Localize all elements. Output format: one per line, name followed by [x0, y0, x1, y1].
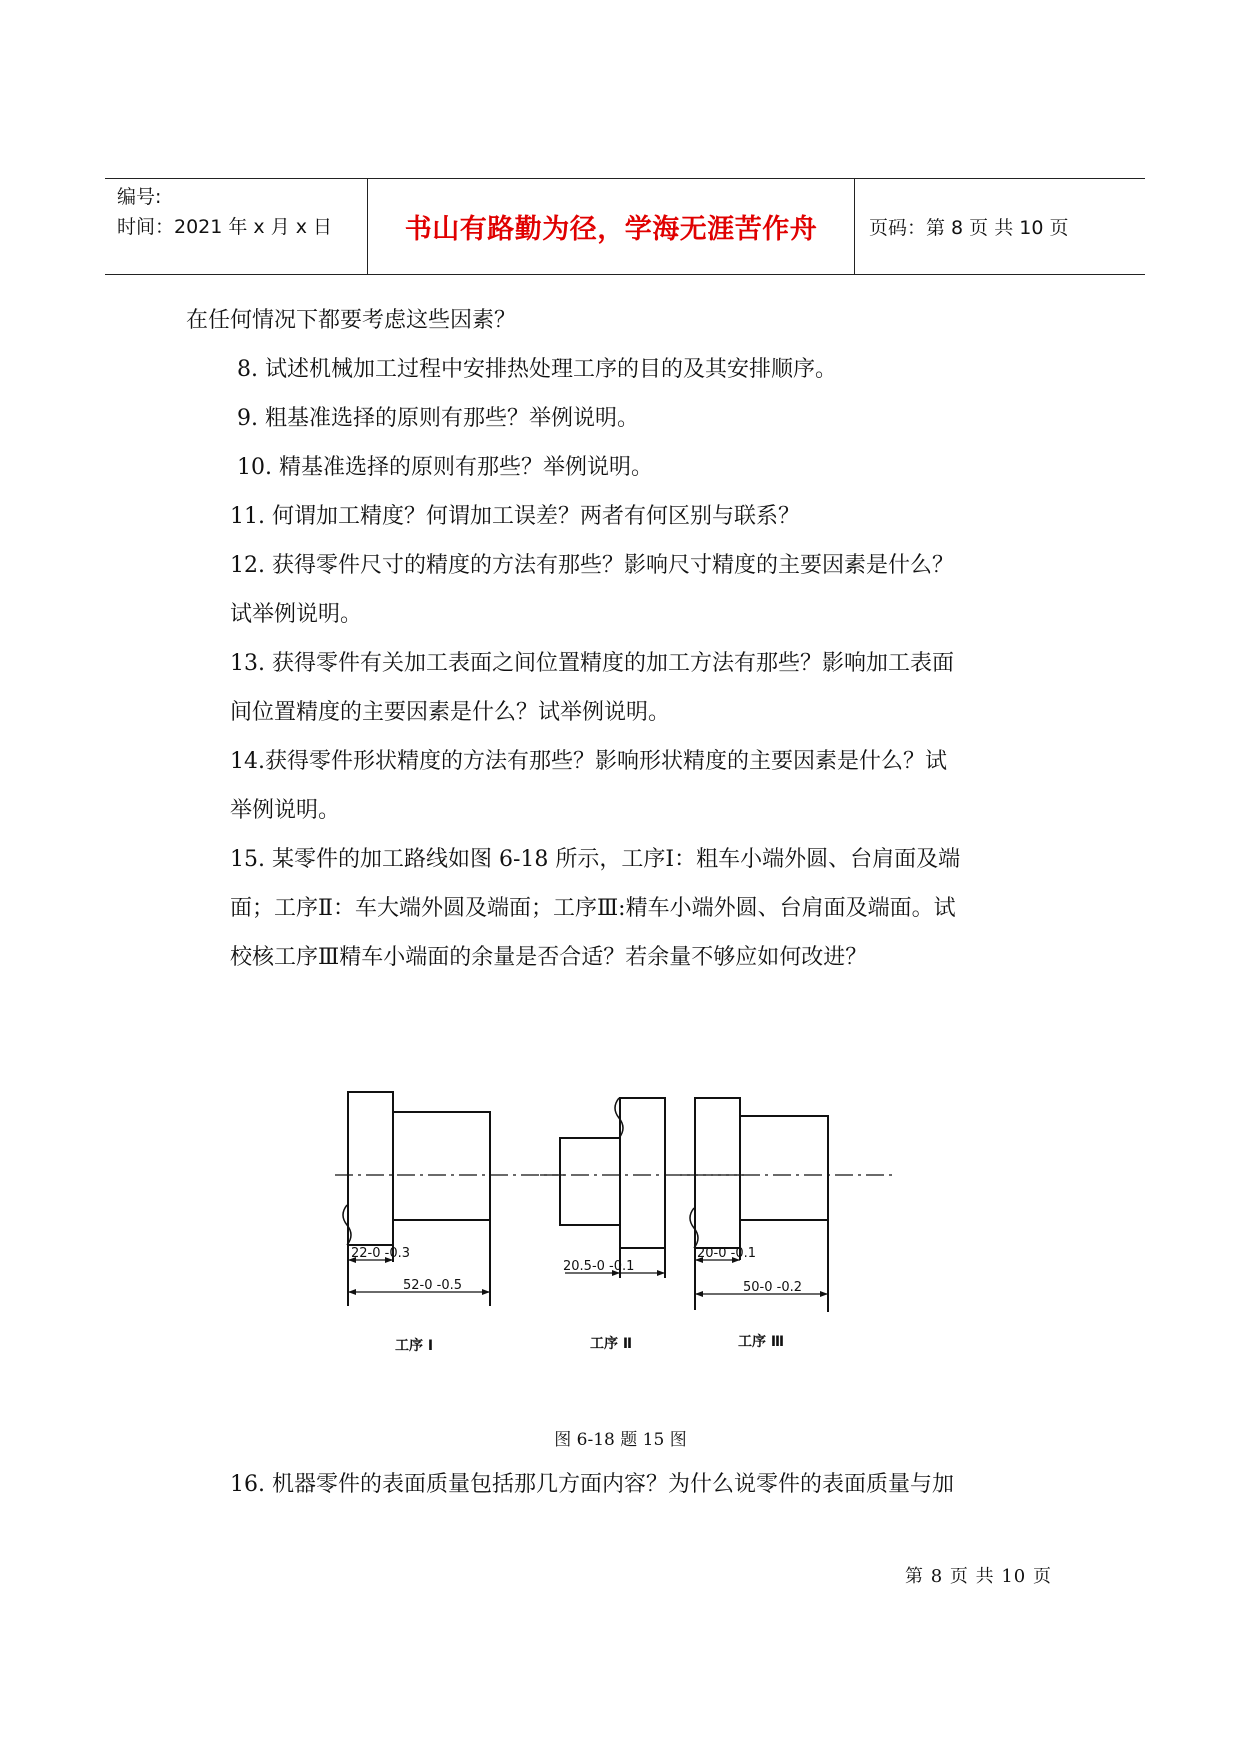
question-8: 8. 试述机械加工过程中安排热处理工序的目的及其安排顺序。 — [237, 357, 837, 382]
question-13-cont: 间位置精度的主要因素是什么？试举例说明。 — [230, 700, 671, 725]
figure-caption: 图 6-18 题 15 图 — [554, 1430, 687, 1450]
question-14-cont: 举例说明。 — [230, 798, 341, 823]
question-15-cont: 面；工序Ⅱ：车大端外圆及端面；工序Ⅲ:精车小端外圆、台肩面及端面。试 — [230, 896, 956, 921]
page-footer: 第 8 页 共 10 页 — [905, 1566, 1052, 1587]
question-12: 12. 获得零件尺寸的精度的方法有那些？影响尺寸精度的主要因素是什么？ — [230, 553, 954, 578]
question-15: 15. 某零件的加工路线如图 6-18 所示，工序Ⅰ：粗车小端外圆、台肩面及端 — [230, 847, 961, 872]
question-12-cont: 试举例说明。 — [230, 602, 363, 627]
dim-20: 20-0 -0.1 — [697, 1246, 757, 1261]
text-line: 在任何情况下都要考虑这些因素？ — [186, 308, 517, 333]
header-right-cell — [855, 179, 1145, 274]
question-14: 14.获得零件形状精度的方法有那些？影响形状精度的主要因素是什么？试 — [230, 749, 947, 774]
document-date: 时间：2021 年 x 月 x 日 — [117, 216, 333, 238]
dim-52: 52-0 -0.5 — [403, 1278, 463, 1293]
process-figure — [325, 1080, 905, 1400]
step-1-drawing — [335, 1092, 565, 1354]
step-1-label: 工序 I — [395, 1338, 434, 1354]
dim-20-5: 20.5-0 -0.1 — [563, 1259, 635, 1274]
question-13: 13. 获得零件有关加工表面之间位置精度的加工方法有那些？影响加工表面 — [230, 651, 954, 676]
step-3-label: 工序 Ⅲ — [738, 1334, 785, 1350]
question-11: 11. 何谓加工精度？何谓加工误差？两者有何区别与联系？ — [230, 504, 800, 529]
question-10: 10. 精基准选择的原则有那些？举例说明。 — [237, 455, 653, 480]
dim-50: 50-0 -0.2 — [743, 1280, 803, 1295]
step-2-drawing — [540, 1098, 745, 1352]
header-left-cell — [105, 179, 368, 274]
header-middle-cell — [368, 179, 855, 274]
document-number-label: 编号: — [117, 186, 162, 208]
step-3-drawing — [680, 1098, 893, 1350]
header-motto: 书山有路勤为径，学海无涯苦作舟 — [404, 214, 818, 245]
step-2-label: 工序 Ⅱ — [590, 1336, 633, 1352]
question-16: 16. 机器零件的表面质量包括那几方面内容？为什么说零件的表面质量与加 — [230, 1472, 954, 1497]
question-9: 9. 粗基准选择的原则有那些？举例说明。 — [237, 406, 639, 431]
header-page-info: 页码：第 8 页 共 10 页 — [869, 217, 1069, 239]
page-header — [105, 178, 1145, 275]
dim-22: 22-0 -0.3 — [351, 1246, 411, 1261]
question-15-cont2: 校核工序Ⅲ精车小端面的余量是否合适？若余量不够应如何改进？ — [230, 945, 868, 970]
